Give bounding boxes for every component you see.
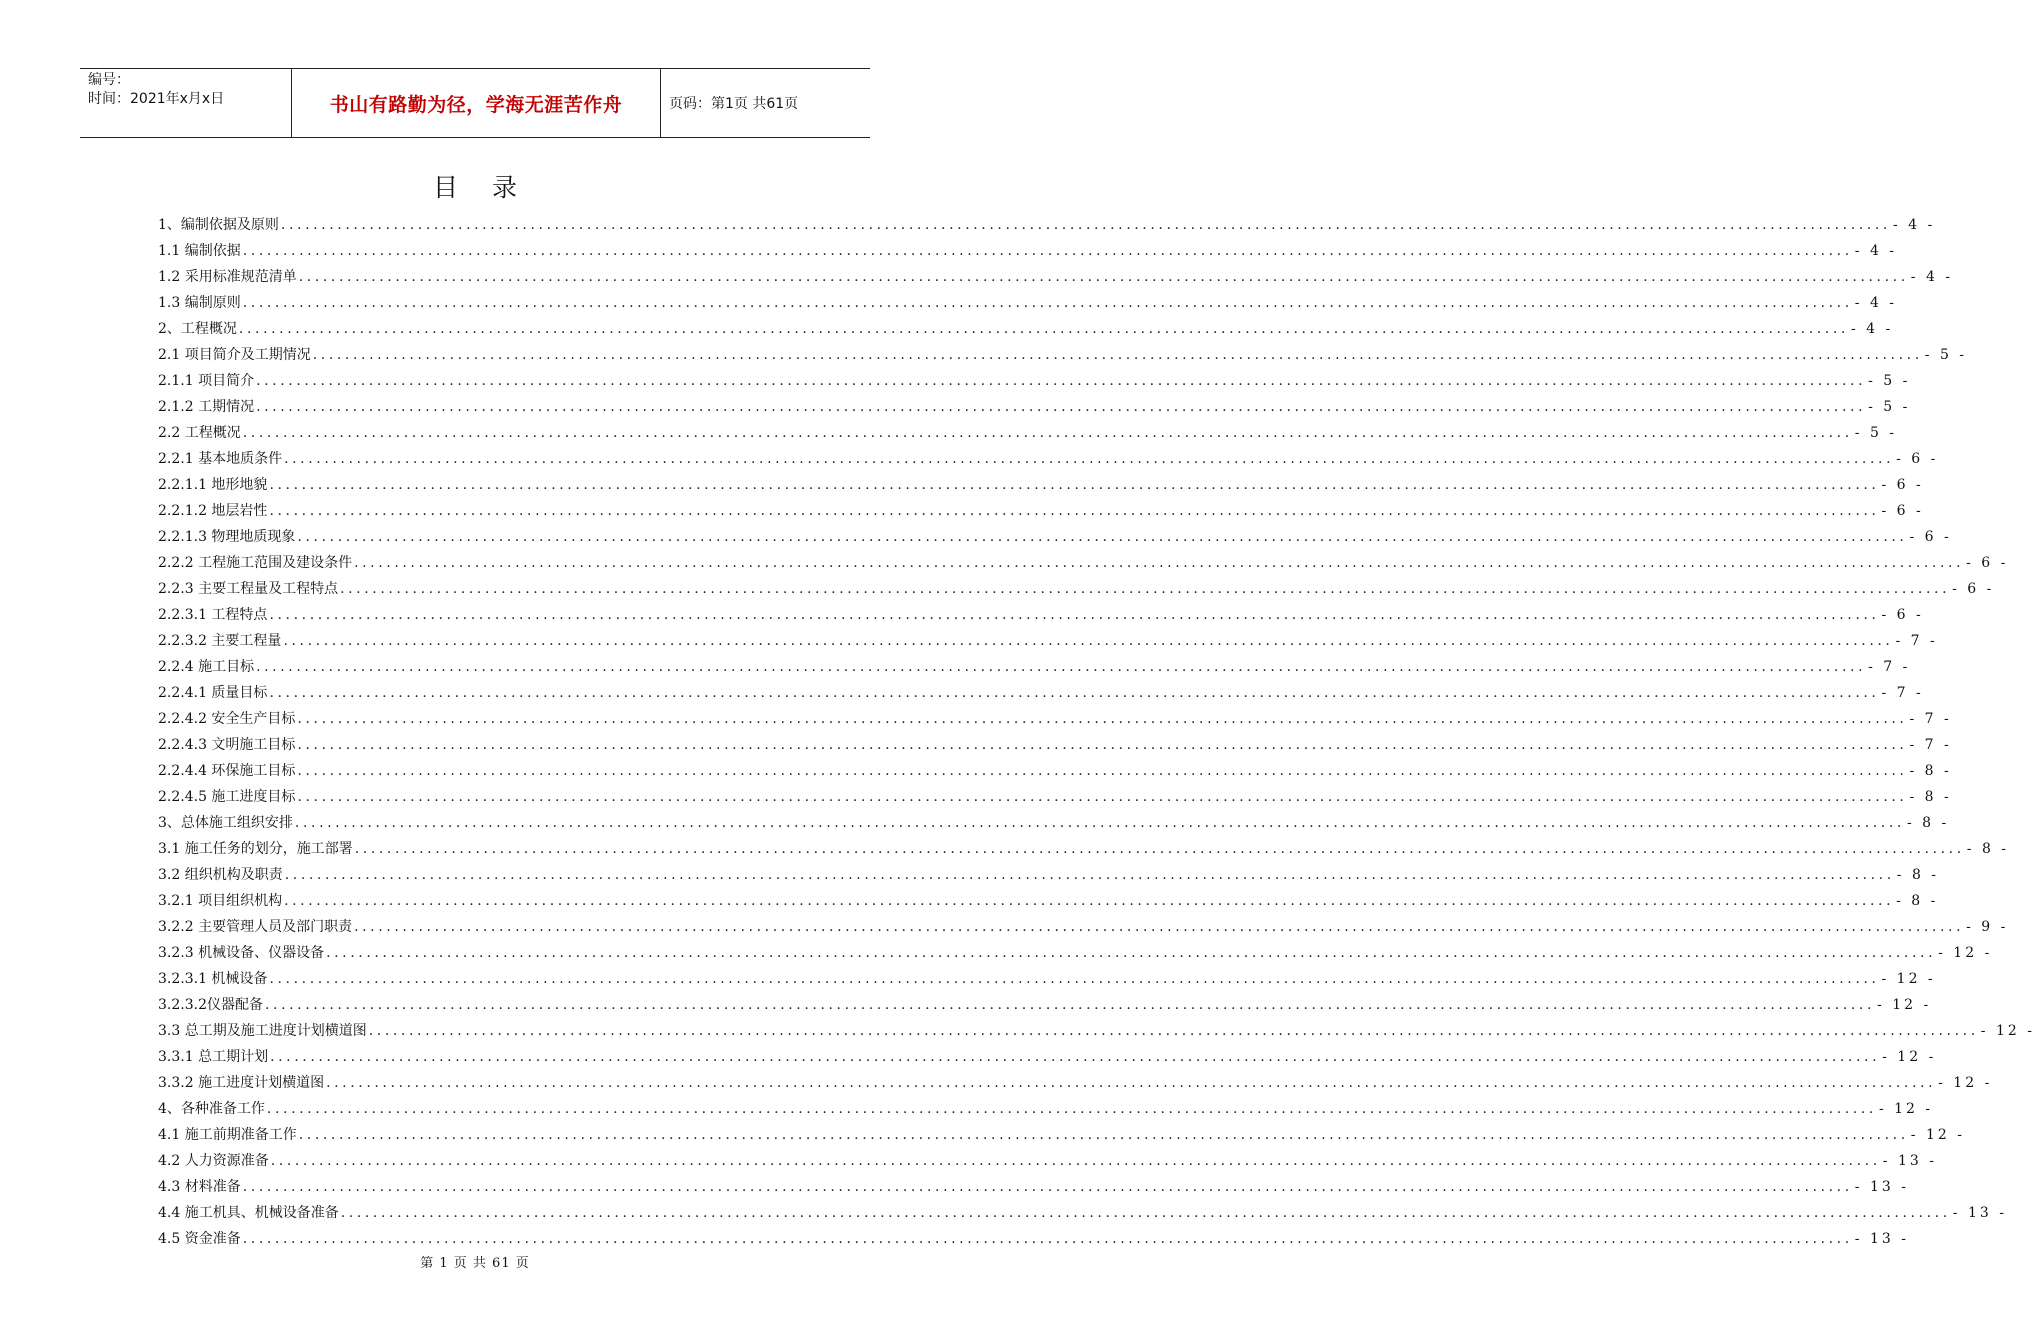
toc-dot-leader: ........................................................................................................................................................................................................ [284,893,1895,909]
toc-entry-page: - 4 - [1892,217,1936,233]
toc-entry[interactable] [158,264,1954,290]
toc-entry-page: - 6 - [1909,529,1952,545]
toc-entry-title: 1、编制依据及原则 [158,217,279,233]
toc-dot-leader: ........................................................................................................................................................................................................ [354,919,1965,935]
toc-entry[interactable] [158,1226,1909,1252]
toc-dot-leader: ........................................................................................................................................................................................................ [270,1153,1881,1169]
toc-entry-page: - 6 - [1881,607,1924,623]
toc-entry[interactable] [158,680,1924,706]
toc-entry-page: - 6 - [1881,503,1924,519]
toc-dot-leader: ........................................................................................................................................................................................................ [340,1205,1951,1221]
toc-entry-title: 3.2.3 机械设备、仪器设备 [158,945,325,961]
toc-entry-title: 2.2.4.2 安全生产目标 [158,711,296,727]
toc-entry-page: - 7 - [1909,711,1952,727]
toc-entry-page: - 13 - [1854,1179,1909,1195]
toc-entry-title: 2.1.1 项目简介 [158,373,255,389]
toc-entry-title: 2.2.3.2 主要工程量 [158,633,282,649]
toc-entry[interactable] [158,1044,1937,1070]
toc-entry[interactable] [158,472,1924,498]
toc-entry[interactable] [158,992,1932,1018]
toc-entry[interactable] [158,706,1952,732]
toc-entry-page: - 5 - [1868,373,1911,389]
toc-entry[interactable] [158,940,1993,966]
toc-dot-leader: ........................................................................................................................................................................................................ [264,997,1876,1013]
toc-entry[interactable] [158,1018,2035,1044]
toc-entry[interactable] [158,498,1924,524]
toc-entry[interactable] [158,888,1939,914]
toc-entry[interactable] [158,446,1939,472]
toc-entry-title: 2.2.4 施工目标 [158,659,255,675]
toc-entry[interactable] [158,628,1938,654]
toc-entry[interactable] [158,394,1911,420]
toc-entry-title: 3.2.1 项目组织机构 [158,893,283,909]
toc-entry[interactable] [158,212,1936,238]
toc-entry[interactable] [158,1174,1909,1200]
toc-entry-page: - 6 - [1952,581,1995,597]
toc-entry-title: 3.3.1 总工期计划 [158,1049,269,1065]
toc-entry-page: - 4 - [1910,269,1954,285]
toc-dot-leader: ........................................................................................................................................................................................................ [242,425,1853,441]
toc-entry[interactable] [158,550,2009,576]
toc-entry-page: - 12 - [1878,1101,1934,1117]
toc-dot-leader: ........................................................................................................................................................................................................ [297,711,1908,727]
toc-entry-page: - 6 - [1896,451,1939,467]
toc-entry[interactable] [158,836,2010,862]
toc-entry[interactable] [158,862,1940,888]
toc-entry-page: - 12 - [1877,997,1932,1013]
number-label: 编号： [88,72,130,88]
toc-dot-leader: ........................................................................................................................................................................................................ [297,737,1908,753]
toc-entry[interactable] [158,1070,1993,1096]
toc-entry[interactable] [158,602,1924,628]
header-meta-cell [80,69,292,137]
toc-entry[interactable] [158,1096,1934,1122]
toc-entry[interactable] [158,342,1968,368]
toc-dot-leader: ........................................................................................................................................................................................................ [298,1127,1909,1143]
toc-dot-leader: ........................................................................................................................................................................................................ [294,815,1905,831]
toc-entry-title: 3.1 施工任务的划分，施工部署 [158,841,353,857]
toc-entry-title: 2.2.1.2 地层岩性 [158,503,268,519]
toc-entry[interactable] [158,368,1911,394]
toc-entry-title: 3.3 总工期及施工进度计划横道图 [158,1023,367,1039]
toc-entry-page: - 13 - [1854,1231,1909,1247]
toc-entry-title: 4.2 人力资源准备 [158,1153,269,1169]
toc-dot-leader: ........................................................................................................................................................................................................ [326,1075,1937,1091]
toc-entry-page: - 12 - [1938,945,1993,961]
toc-entry-title: 4.4 施工机具、机械设备准备 [158,1205,339,1221]
toc-dot-leader: ........................................................................................................................................................................................................ [354,555,1965,571]
toc-entry-page: - 12 - [1910,1127,1965,1143]
toc-entry-page: - 7 - [1881,685,1924,701]
toc-entry-title: 3.3.2 施工进度计划横道图 [158,1075,325,1091]
toc-entry-page: - 12 - [1938,1075,1993,1091]
toc-entry[interactable] [158,966,1936,992]
toc-entry-title: 2.2.1 基本地质条件 [158,451,283,467]
toc-entry-page: - 12 - [1881,971,1936,987]
toc-dot-leader: ........................................................................................................................................................................................................ [238,321,1849,337]
toc-entry[interactable] [158,1148,1937,1174]
toc-entry-page: - 13 - [1882,1153,1937,1169]
toc-entry-title: 2.2.1.3 物理地质现象 [158,529,296,545]
toc-entry-title: 4.1 施工前期准备工作 [158,1127,297,1143]
date-label: 时间：2021年x月x日 [88,91,225,107]
toc-entry-title: 3.2.3.1 机械设备 [158,971,268,987]
toc-dot-leader: ........................................................................................................................................................................................................ [354,841,1965,857]
toc-dot-leader: ........................................................................................................................................................................................................ [298,269,1909,285]
toc-entry-page: - 8 - [1896,893,1939,909]
toc-dot-leader: ........................................................................................................................................................................................................ [256,373,1867,389]
toc-entry-title: 2、工程概况 [158,321,237,337]
toc-entry-title: 1.3 编制原则 [158,295,241,311]
toc-entry[interactable] [158,576,1995,602]
toc-entry[interactable] [158,316,1894,342]
toc-entry-title: 3、总体施工组织安排 [158,815,293,831]
toc-dot-leader: ........................................................................................................................................................................................................ [242,243,1853,259]
toc-entry-page: - 8 - [1906,815,1950,831]
toc-entry-title: 2.2.3 主要工程量及工程特点 [158,581,339,597]
toc-entry-title: 2.2.4.1 质量目标 [158,685,268,701]
toc-entry-title: 2.2.4.5 施工进度目标 [158,789,296,805]
toc-entry[interactable] [158,420,1898,446]
toc-entry-page: - 12 - [1980,1023,2035,1039]
header-page-info: 页码：第1页 共61页 [669,96,799,112]
toc-entry[interactable] [158,290,1898,316]
toc-dot-leader: ........................................................................................................................................................................................................ [326,945,1937,961]
toc-dot-leader: ........................................................................................................................................................................................................ [269,971,1880,987]
toc-dot-leader: ........................................................................................................................................................................................................ [280,217,1891,233]
toc-entry[interactable] [158,238,1898,264]
header-motto: 书山有路勤为径，学海无涯苦作舟 [292,69,661,137]
toc-entry-page: - 8 - [1966,841,2010,857]
toc-entry-page: - 6 - [1881,477,1924,493]
toc-entry[interactable] [158,654,1911,680]
toc-entry[interactable] [158,732,1952,758]
toc-entry-page: - 4 - [1854,295,1898,311]
toc-dot-leader: ........................................................................................................................................................................................................ [270,1049,1881,1065]
toc-entry-page: - 5 - [1924,347,1968,363]
toc-entry-page: - 6 - [1966,555,2009,571]
toc-entry[interactable] [158,1200,2007,1226]
toc-entry-title: 3.2.2 主要管理人员及部门职责 [158,919,353,935]
toc-dot-leader: ........................................................................................................................................................................................................ [284,867,1895,883]
toc-entry-page: - 8 - [1896,867,1940,883]
toc-entry-page: - 5 - [1868,399,1911,415]
toc-entry-title: 4.3 材料准备 [158,1179,241,1195]
toc-entry-title: 2.2.1.1 地形地貌 [158,477,268,493]
page-footer: 第 1 页 共 61 页 [420,1256,530,1271]
document-header [80,68,870,138]
toc-entry-title: 4.5 资金准备 [158,1231,241,1247]
toc-dot-leader: ........................................................................................................................................................................................................ [297,789,1908,805]
toc-entry-page: - 13 - [1952,1205,2007,1221]
toc-entry-page: - 7 - [1868,659,1911,675]
toc-entry-page: - 4 - [1854,243,1898,259]
toc-dot-leader: ........................................................................................................................................................................................................ [242,1179,1853,1195]
toc-dot-leader: ........................................................................................................................................................................................................ [297,529,1908,545]
toc-dot-leader: ........................................................................................................................................................................................................ [368,1023,1979,1039]
toc-dot-leader: ........................................................................................................................................................................................................ [297,763,1908,779]
toc-entry-title: 2.1 项目简介及工期情况 [158,347,311,363]
toc-dot-leader: ........................................................................................................................................................................................................ [242,1231,1853,1247]
toc-entry[interactable] [158,784,1952,810]
toc-entry-page: - 9 - [1966,919,2009,935]
toc-entry-page: - 7 - [1909,737,1952,753]
toc-dot-leader: ........................................................................................................................................................................................................ [266,1101,1877,1117]
toc-entry-page: - 4 - [1850,321,1894,337]
toc-entry-title: 3.2.3.2仪器配备 [158,997,263,1013]
toc-entry-title: 2.2 工程概况 [158,425,241,441]
toc-dot-leader: ........................................................................................................................................................................................................ [269,503,1880,519]
toc-entry-page: - 12 - [1882,1049,1937,1065]
toc-entry[interactable] [158,758,1952,784]
toc-dot-leader: ........................................................................................................................................................................................................ [283,633,1894,649]
toc-dot-leader: ........................................................................................................................................................................................................ [269,685,1880,701]
toc-entry-page: - 5 - [1854,425,1898,441]
toc-dot-leader: ........................................................................................................................................................................................................ [242,295,1853,311]
toc-dot-leader: ........................................................................................................................................................................................................ [340,581,1951,597]
toc-entry[interactable] [158,810,1950,836]
toc-dot-leader: ........................................................................................................................................................................................................ [256,659,1867,675]
toc-dot-leader: ........................................................................................................................................................................................................ [269,607,1880,623]
toc-entry-title: 2.1.2 工期情况 [158,399,255,415]
toc-entry-title: 3.2 组织机构及职责 [158,867,283,883]
toc-dot-leader: ........................................................................................................................................................................................................ [256,399,1867,415]
toc-entry-page: - 8 - [1909,763,1952,779]
toc-entry-title: 4、各种准备工作 [158,1101,265,1117]
toc-entry-title: 2.2.4.4 环保施工目标 [158,763,296,779]
toc-entry[interactable] [158,1122,1965,1148]
toc-entry-title: 2.2.2 工程施工范围及建设条件 [158,555,353,571]
toc-entry-page: - 7 - [1895,633,1938,649]
toc-dot-leader: ........................................................................................................................................................................................................ [269,477,1880,493]
toc-entry-title: 2.2.3.1 工程特点 [158,607,268,623]
toc-entry[interactable] [158,914,2009,940]
table-of-contents [158,212,2035,1252]
toc-entry-page: - 8 - [1909,789,1952,805]
toc-entry-title: 1.1 编制依据 [158,243,241,259]
toc-entry[interactable] [158,524,1952,550]
toc-dot-leader: ........................................................................................................................................................................................................ [312,347,1923,363]
toc-title: 目录 [432,173,551,202]
toc-entry-title: 1.2 采用标准规范清单 [158,269,297,285]
toc-dot-leader: ........................................................................................................................................................................................................ [284,451,1895,467]
toc-entry-title: 2.2.4.3 文明施工目标 [158,737,296,753]
